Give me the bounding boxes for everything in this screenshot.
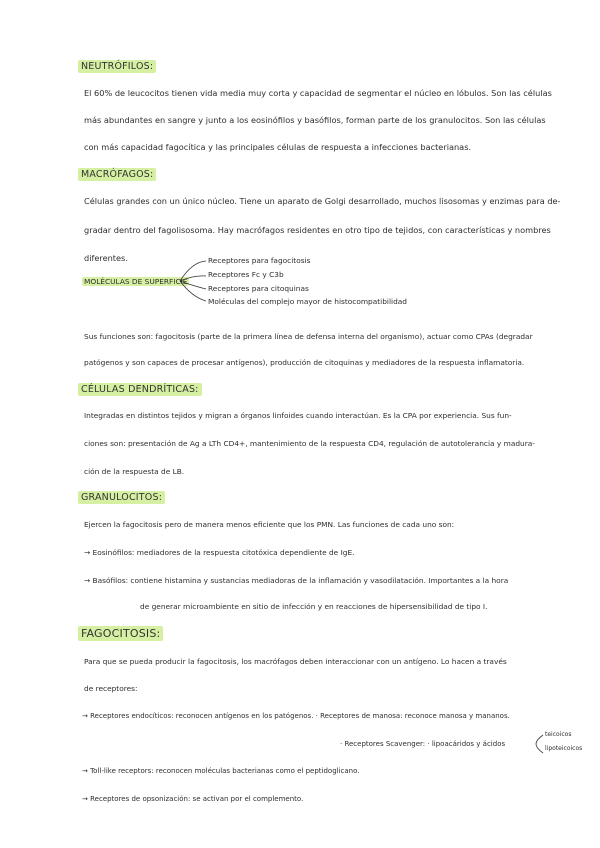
toll-like-receptors: → Toll-like receptors: reconocen moléculas bacterianas como el peptidoglicano. xyxy=(82,767,360,775)
surface-item-4: Moléculas del complejo mayor de histocompatibilidad xyxy=(208,297,407,306)
surface-item-2: Receptores Fc y C3b xyxy=(208,270,284,279)
heading-dendriticas: CÉLULAS DENDRÍTICAS: xyxy=(78,383,202,396)
receptores-opsonizacion: → Receptores de opsonización: se activan por el complemento. xyxy=(82,795,304,803)
fagocitosis-line-2: de receptores: xyxy=(84,684,138,693)
surface-item-1: Receptores para fagocitosis xyxy=(208,256,311,265)
dendriticas-line-2: ciones son: presentación de Ag a LTh CD4+, mantenimiento de la respuesta CD4, regulación de autotolerancia y madura- xyxy=(84,439,535,448)
macrofagos-functions-1: Sus funciones son: fagocitosis (parte de la primera línea de defensa interna del organismo), actuar como CPAs (degradar xyxy=(84,332,533,341)
receptores-scavenger: · Receptores Scavenger: · lipoacáridos y ácidos xyxy=(340,740,506,748)
macrofagos-line-2: gradar dentro del fagolisosoma. Hay macrófagos residentes en otro tipo de tejidos, con características y nombres xyxy=(84,225,551,235)
macrofagos-line-1: Células grandes con un único núcleo. Tiene un aparato de Golgi desarrollado, muchos lisosomas y enzimas para de- xyxy=(84,196,561,206)
dendriticas-line-3: ción de la respuesta de LB. xyxy=(84,467,185,476)
heading-granulocitos: GRANULOCITOS: xyxy=(78,491,165,504)
macrofagos-line-3: diferentes. xyxy=(84,253,128,263)
granulocitos-basofilos: → Basófilos: contiene histamina y sustancias mediadoras de la inflamación y vasodilatación. Importantes a la hora xyxy=(84,576,509,585)
scavenger-sub-1: teicoicos xyxy=(545,731,572,738)
granulocitos-line-1: Ejercen la fagocitosis pero de manera menos eficiente que los PMN. Las funciones de cada uno son: xyxy=(84,520,455,529)
fagocitosis-line-1: Para que se pueda producir la fagocitosis, los macrófagos deben interaccionar con un antígeno. Lo hacen a través xyxy=(84,657,507,666)
granulocitos-basofilos-cont: de generar microambiente en sitio de infección y en reacciones de hipersensibilidad de tipo I. xyxy=(140,602,488,611)
neutrofilos-line-3: con más capacidad fagocítica y las principales células de respuesta a infecciones bacterianas. xyxy=(84,142,472,152)
surface-molecules-label: MOLÉCULAS DE SUPERFICIE xyxy=(84,277,188,286)
heading-macrofagos: MACRÓFAGOS: xyxy=(78,168,156,181)
granulocitos-eosinofilos: → Eosinófilos: mediadores de la respuesta citotóxica dependiente de IgE. xyxy=(84,548,355,557)
surface-item-3: Receptores para citoquinas xyxy=(208,284,309,293)
heading-fagocitosis: FAGOCITOSIS: xyxy=(78,626,163,641)
neutrofilos-line-2: más abundantes en sangre y junto a los eosinófilos y basófilos, forman parte de los granulocitos. Son las células xyxy=(84,115,546,125)
receptores-endociticos: → Receptores endocíticos: reconocen antígenos en los patógenos. · Receptores de manosa: reconoce manosa y mananos. xyxy=(82,712,510,720)
scavenger-sub-2: lipoteicoicos xyxy=(545,745,583,752)
heading-neutrofilos: NEUTRÓFILOS: xyxy=(78,60,156,73)
dendriticas-line-1: Integradas en distintos tejidos y migran a órganos linfoides cuando interactúan. Es la CPA por experiencia. Sus fun- xyxy=(84,411,512,420)
neutrofilos-line-1: El 60% de leucocitos tienen vida media muy corta y capacidad de segmentar el núcleo en lóbulos. Son las células xyxy=(84,88,552,98)
macrofagos-functions-2: patógenos y son capaces de procesar antígenos), producción de citoquinas y mediadores de la respuesta inflamatoria. xyxy=(84,358,525,367)
